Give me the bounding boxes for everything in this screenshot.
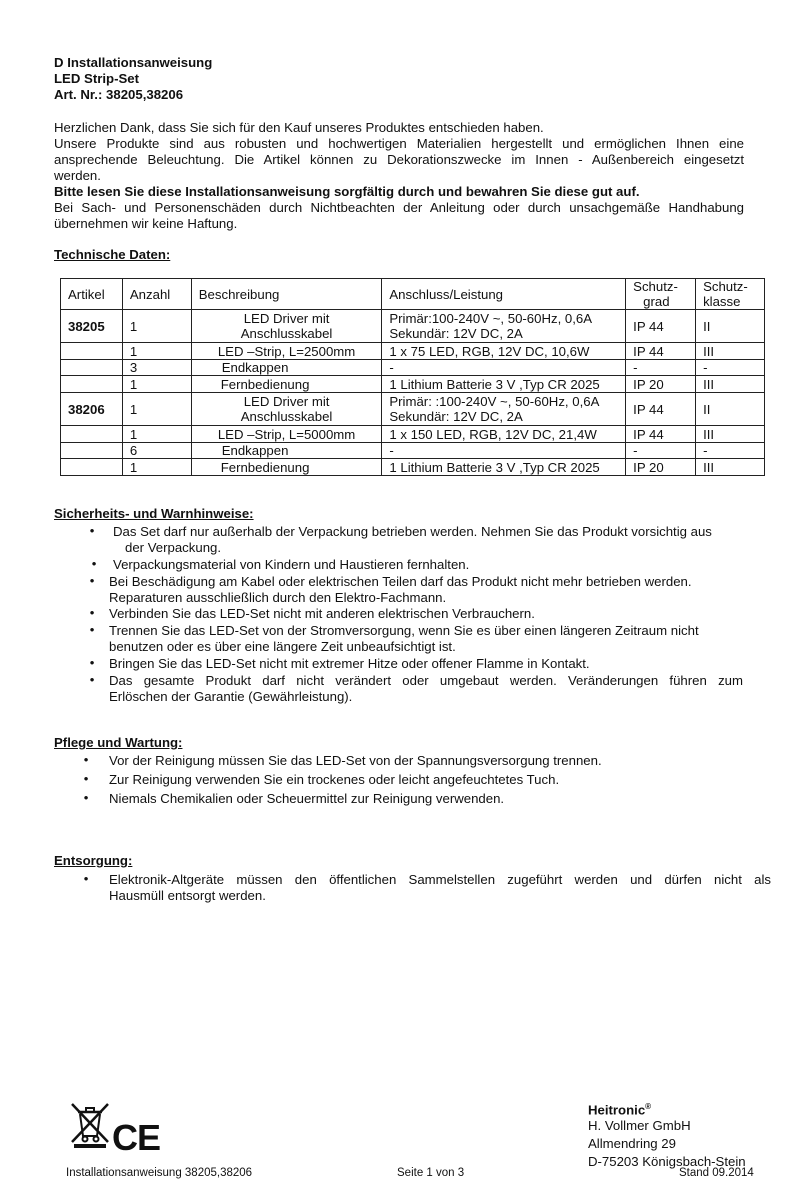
cell-artikel: [61, 459, 123, 476]
ce-mark: CE: [112, 1117, 161, 1158]
cell-anzahl: 1: [122, 310, 191, 343]
bullet-icon: •: [83, 771, 89, 786]
col-schutzklasse-l1: Schutz-: [703, 279, 748, 294]
cell-conn-l2: Sekundär: 12V DC, 2A: [389, 409, 523, 424]
doc-subtitle: LED Strip-Set: [54, 71, 139, 86]
cell-schutzgrad: IP 44: [626, 393, 696, 426]
table-row: [61, 443, 765, 459]
bullet-icon: •: [89, 605, 95, 620]
bullet-icon: •: [89, 523, 95, 538]
list-item: Elektronik-Altgeräte müssen den öffentlichen Sammelstellen zugeführt werden und dürfen nicht als: [109, 872, 771, 887]
cell-anschluss: 1 x 150 LED, RGB, 12V DC, 21,4W: [382, 426, 626, 443]
tech-heading: Technische Daten:: [54, 247, 171, 262]
cell-anzahl: 1: [122, 343, 191, 360]
col-anschluss: Anschluss/Leistung: [382, 279, 626, 310]
col-beschreibung: Beschreibung: [191, 279, 382, 310]
list-item: Bei Beschädigung am Kabel oder elektrischen Teilen darf das Produkt nicht mehr betrieben werden.: [109, 574, 692, 589]
cell-artikel: 38206: [61, 393, 123, 426]
cell-anzahl: 6: [122, 443, 191, 459]
col-schutzklasse: [696, 279, 765, 310]
intro-line: ansprechende Beleuchtung. Die Artikel können zu Dekorationszwecke im Innen - Außenbereich eingesetzt: [54, 152, 744, 167]
table-row: [61, 376, 765, 393]
list-item: Verbinden Sie das LED-Set nicht mit anderen elektrischen Verbrauchern.: [109, 606, 535, 621]
list-item: benutzen oder es über eine längere Zeit unbeaufsichtigt ist.: [109, 639, 456, 654]
list-item: der Verpackung.: [125, 540, 222, 555]
list-item: Bringen Sie das LED-Set nicht mit extremer Hitze oder offener Flamme in Kontakt.: [109, 656, 590, 671]
cell-anschluss: -: [382, 360, 626, 376]
cell-anschluss: 1 Lithium Batterie 3 V ,Typ CR 2025: [382, 459, 626, 476]
cell-beschreibung: Endkappen: [191, 443, 382, 459]
cell-anzahl: 1: [122, 459, 191, 476]
cell-schutzgrad: IP 44: [626, 343, 696, 360]
cell-schutzklasse: III: [696, 459, 765, 476]
cell-anschluss: [382, 310, 626, 343]
list-item: Verpackungsmaterial von Kindern und Haustieren fernhalten.: [113, 557, 470, 572]
table-row: [61, 310, 765, 343]
cell-beschreibung: Endkappen: [191, 360, 382, 376]
cell-desc-l2: Anschlusskabel: [240, 409, 333, 424]
footer-doc: Installationsanweisung 38205,38206: [66, 1167, 253, 1179]
bullet-icon: •: [83, 871, 89, 886]
cell-artikel: [61, 443, 123, 459]
col-schutzgrad-l1: Schutz-: [633, 279, 678, 294]
cell-artikel: [61, 426, 123, 443]
cell-schutzgrad: IP 44: [626, 310, 696, 343]
company-line: H. Vollmer GmbH: [588, 1118, 691, 1133]
cell-artikel: 38205: [61, 310, 123, 343]
bullet-icon: •: [89, 622, 95, 637]
cell-beschreibung: Fernbedienung: [191, 459, 382, 476]
disposal-heading: Entsorgung:: [54, 853, 133, 868]
list-item: Niemals Chemikalien oder Scheuermittel zur Reinigung verwenden.: [109, 791, 505, 806]
col-schutzgrad: [626, 279, 696, 310]
col-schutzgrad-l2: grad: [643, 294, 670, 309]
cell-schutzklasse: II: [696, 310, 765, 343]
cell-artikel: [61, 343, 123, 360]
list-item: Reparaturen ausschließlich durch den Elektro-Fachmann.: [109, 590, 447, 605]
cell-desc-l1: LED Driver mit: [243, 394, 330, 409]
cell-anschluss: 1 x 75 LED, RGB, 12V DC, 10,6W: [382, 343, 626, 360]
weee-bin-icon: [66, 1100, 114, 1148]
cell-anzahl: 3: [122, 360, 191, 376]
intro-liability: Bei Sach- und Personenschäden durch Nichtbeachten der Anleitung oder durch unsachgemäße Handhabung: [54, 200, 744, 215]
cell-schutzklasse: III: [696, 376, 765, 393]
bullet-icon: •: [89, 573, 95, 588]
table-header-row: [61, 279, 765, 310]
cell-schutzklasse: II: [696, 393, 765, 426]
intro-line: Unsere Produkte sind aus robusten und hochwertigen Materialien hergestellt und ermöglichen Ihnen eine: [54, 136, 744, 151]
cell-conn-l1: Primär: :100-240V ~, 50-60Hz, 0,6A: [389, 394, 600, 409]
bullet-icon: •: [89, 672, 95, 687]
list-item: Erlöschen der Garantie (Gewährleistung).: [109, 689, 353, 704]
cell-schutzgrad: IP 20: [626, 376, 696, 393]
col-artikel: Artikel: [61, 279, 123, 310]
cell-schutzgrad: -: [626, 360, 696, 376]
footer-date: Stand 09.2014: [679, 1167, 754, 1179]
list-item: Trennen Sie das LED-Set von der Stromversorgung, wenn Sie es über einen längeren Zeitraum nicht: [109, 623, 699, 638]
article-number: Art. Nr.: 38205,38206: [54, 87, 184, 102]
list-item: Das Set darf nur außerhalb der Verpackung betrieben werden. Nehmen Sie das Produkt vorsichtig aus: [113, 524, 712, 539]
footer-page: Seite 1 von 3: [397, 1167, 465, 1179]
intro-thanks: Herzlichen Dank, dass Sie sich für den Kauf unseres Produktes entschieden haben.: [54, 120, 544, 135]
cell-beschreibung: LED –Strip, L=5000mm: [191, 426, 382, 443]
table-row: [61, 459, 765, 476]
cell-artikel: [61, 376, 123, 393]
company-line: D-75203 Königsbach-Stein: [588, 1154, 746, 1169]
table-row: [61, 360, 765, 376]
cell-schutzgrad: IP 44: [626, 426, 696, 443]
cell-anzahl: 1: [122, 393, 191, 426]
list-item: Hausmüll entsorgt werden.: [109, 888, 266, 903]
bullet-icon: •: [91, 556, 97, 571]
intro-line: werden.: [54, 168, 101, 183]
cell-schutzgrad: -: [626, 443, 696, 459]
cell-conn-l2: Sekundär: 12V DC, 2A: [389, 326, 523, 341]
cell-anzahl: 1: [122, 426, 191, 443]
company-name-text: Heitronic: [588, 1102, 646, 1118]
cell-anschluss: -: [382, 443, 626, 459]
registered-mark: ®: [645, 1102, 652, 1111]
list-item: Vor der Reinigung müssen Sie das LED-Set von der Spannungsversorgung trennen.: [109, 753, 602, 768]
intro-warning: Bitte lesen Sie diese Installationsanweisung sorgfältig durch und bewahren Sie diese gut auf.: [54, 184, 640, 199]
cell-desc-l1: LED Driver mit: [243, 311, 330, 326]
cell-schutzklasse: III: [696, 426, 765, 443]
cell-conn-l1: Primär:100-240V ~, 50-60Hz, 0,6A: [389, 311, 593, 326]
list-item: Das gesamte Produkt darf nicht verändert oder umgebaut werden. Veränderungen führen zum: [109, 673, 743, 688]
cell-beschreibung: Fernbedienung: [191, 376, 382, 393]
cell-beschreibung: [191, 393, 382, 426]
cell-beschreibung: [191, 310, 382, 343]
doc-title: D Installationsanweisung: [54, 55, 213, 70]
col-schutzklasse-l2: klasse: [703, 294, 741, 309]
cell-schutzgrad: IP 20: [626, 459, 696, 476]
cell-anschluss: [382, 393, 626, 426]
table-row: [61, 343, 765, 360]
cell-anschluss: 1 Lithium Batterie 3 V ,Typ CR 2025: [382, 376, 626, 393]
cell-beschreibung: LED –Strip, L=2500mm: [191, 343, 382, 360]
spec-table: [60, 278, 765, 476]
cell-schutzklasse: -: [696, 360, 765, 376]
company-line: Allmendring 29: [588, 1136, 676, 1151]
cell-schutzklasse: III: [696, 343, 765, 360]
table-row: [61, 393, 765, 426]
intro-liability: übernehmen wir keine Haftung.: [54, 216, 238, 231]
cell-anzahl: 1: [122, 376, 191, 393]
cell-artikel: [61, 360, 123, 376]
col-anzahl: Anzahl: [122, 279, 191, 310]
care-heading: Pflege und Wartung:: [54, 735, 183, 750]
bullet-icon: •: [89, 655, 95, 670]
bullet-icon: •: [83, 752, 89, 767]
cell-desc-l2: Anschlusskabel: [240, 326, 333, 341]
cell-schutzklasse: -: [696, 443, 765, 459]
safety-heading: Sicherheits- und Warnhinweise:: [54, 506, 254, 521]
table-row: [61, 426, 765, 443]
bullet-icon: •: [83, 790, 89, 805]
list-item: Zur Reinigung verwenden Sie ein trockenes oder leicht angefeuchtetes Tuch.: [109, 772, 560, 787]
